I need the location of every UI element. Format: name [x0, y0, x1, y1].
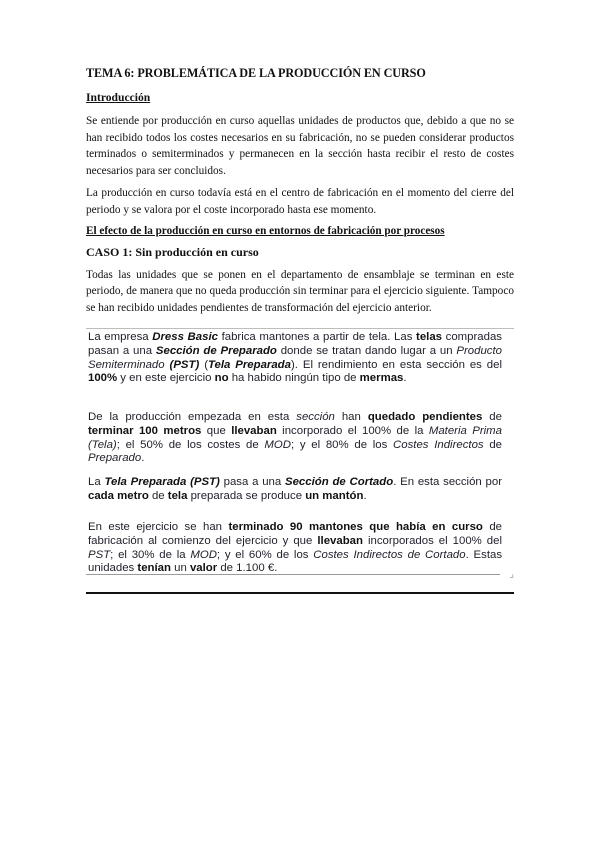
excerpt-text-run: De la producción empezada en esta — [88, 411, 297, 423]
excerpt-text-run: de — [483, 438, 502, 451]
excerpt-text-run: . — [403, 372, 407, 385]
excerpt-text-run: han — [334, 411, 368, 423]
excerpt-paragraph-3 — [88, 476, 502, 504]
excerpt-text-run: Costes Indirectos de Cortado — [313, 548, 466, 561]
excerpt-text-run: compradas pasan a una — [88, 331, 502, 357]
excerpt-text-run: ). El rendimiento en esta sección es del — [290, 358, 502, 371]
exercise-excerpt — [86, 328, 514, 587]
excerpt-text-run: 100% — [88, 372, 118, 385]
excerpt-text-run: ; el 30% de la — [110, 548, 191, 561]
excerpt-text-run: no — [214, 372, 229, 385]
excerpt-text-run: un mantón — [305, 489, 364, 502]
excerpt-text-run: ha habido ningún tipo de — [228, 372, 360, 385]
excerpt-text-run: MOD — [264, 438, 291, 451]
excerpt-text-run: incorporado el 100% de la — [276, 424, 429, 437]
excerpt-text-run: La empresa — [88, 331, 153, 343]
excerpt-text-run: . — [141, 452, 145, 465]
excerpt-text-run: telas — [416, 331, 442, 343]
excerpt-text-run: sección — [296, 411, 335, 423]
excerpt-paragraph-1 — [88, 331, 502, 386]
excerpt-text-run: y en este ejercicio — [117, 372, 215, 385]
excerpt-text-run: un — [170, 562, 190, 575]
excerpt-text-run: PST — [88, 548, 111, 561]
excerpt-paragraph-4 — [88, 521, 502, 576]
excerpt-text-run: ; el 50% de los costes de — [116, 438, 265, 451]
excerpt-text-run: donde se tratan dando lugar a un — [276, 344, 457, 357]
excerpt-text-run: Preparado — [88, 452, 142, 465]
excerpt-text-run: MOD — [190, 548, 217, 561]
excerpt-text-run: ; y el 80% de los — [290, 438, 394, 451]
excerpt-text-run: Materia Prima (Tela) — [88, 424, 502, 451]
excerpt-text-run: preparada se produce — [187, 489, 306, 502]
intro-paragraph-2: La producción en curso todavía está en el centro de fabricación en el momento del cierre del periodo y se valora por el coste incorporado hasta ese momento. — [86, 187, 514, 216]
excerpt-text-run: pasa a una — [219, 476, 285, 488]
excerpt-text-run: Tela Preparada — [207, 358, 291, 371]
excerpt-text-run: llevaban — [231, 424, 277, 437]
excerpt-text-run: ; y el 60% de los — [216, 548, 314, 561]
excerpt-text-run: En este ejercicio se han — [88, 521, 229, 533]
excerpt-text-run: ( — [199, 358, 208, 371]
excerpt-text-run: La — [88, 476, 105, 488]
excerpt-text-run: Dress Basic — [152, 331, 218, 343]
excerpt-text-run: . Estas unidades — [88, 548, 503, 575]
excerpt-text-run: . — [363, 489, 367, 502]
section-heading: El efecto de la producción en curso en entornos de fabricación por procesos — [86, 224, 445, 237]
excerpt-text-run: (PST) — [169, 358, 200, 371]
excerpt-text-run: Tela Preparada (PST) — [104, 476, 220, 488]
excerpt-text-run: quedado pendientes — [367, 411, 483, 423]
page-curl-mark: ⌟ — [509, 569, 514, 580]
excerpt-text-run: tela — [167, 489, 188, 502]
excerpt-text-run: Sección de Preparado — [155, 344, 277, 357]
excerpt-text-run: mermas — [359, 372, 404, 385]
intro-heading: Introducción — [86, 91, 151, 104]
excerpt-text-run: Sección de Cortado — [285, 476, 394, 488]
excerpt-text-run: incorporados el 100% del — [362, 534, 502, 547]
excerpt-text-run: fabrica mantones a partir de tela. Las — [217, 331, 417, 343]
excerpt-text-run: Costes Indirectos — [393, 438, 484, 451]
case-paragraph: Todas las unidades que se ponen en el departamento de ensamblaje se terminan en este periodo, de manera que no queda producción sin terminar para el ejercicio siguiente. Tampoco se han recibido unidades pendientes de transformación del ejercicio anterior. — [86, 268, 514, 314]
document-body — [86, 66, 514, 322]
excerpt-text-run: llevaban — [317, 534, 363, 547]
excerpt-text-run: tenían — [137, 562, 171, 575]
excerpt-text-run: de fabricación al comienzo del ejercicio y que — [88, 521, 502, 547]
excerpt-text-run: que — [201, 424, 232, 437]
excerpt-paragraph-2 — [88, 411, 502, 466]
excerpt-text-run: terminado 90 mantones — [228, 521, 363, 533]
excerpt-divider — [86, 574, 500, 575]
excerpt-text-run: cada metro — [88, 489, 149, 502]
excerpt-text-run: Producto Semiterminado — [88, 344, 502, 371]
intro-paragraph-1: Se entiende por producción en curso aquellas unidades de productos que, debido a que no se han recibido todos los costes necesarios en su fabricación, no se pueden considerar productos terminados o semiterminados y permanecen en la sección hasta recibir el resto de costes necesarios para ser concluidos. — [86, 115, 514, 177]
excerpt-text-run: . En esta sección por — [393, 476, 502, 488]
excerpt-text-run: de — [148, 489, 168, 502]
bottom-rule — [86, 592, 514, 594]
excerpt-text-run: que había en curso — [369, 521, 483, 533]
excerpt-text-run: de — [482, 411, 502, 423]
excerpt-text-run: valor — [189, 562, 218, 575]
case-heading: CASO 1: Sin producción en curso — [86, 244, 259, 259]
page-title: TEMA 6: PROBLEMÁTICA DE LA PRODUCCIÓN EN CURSO — [86, 66, 426, 80]
excerpt-text-run: de 1.100 €. — [217, 562, 278, 575]
excerpt-text-run: terminar 100 metros — [88, 424, 202, 437]
